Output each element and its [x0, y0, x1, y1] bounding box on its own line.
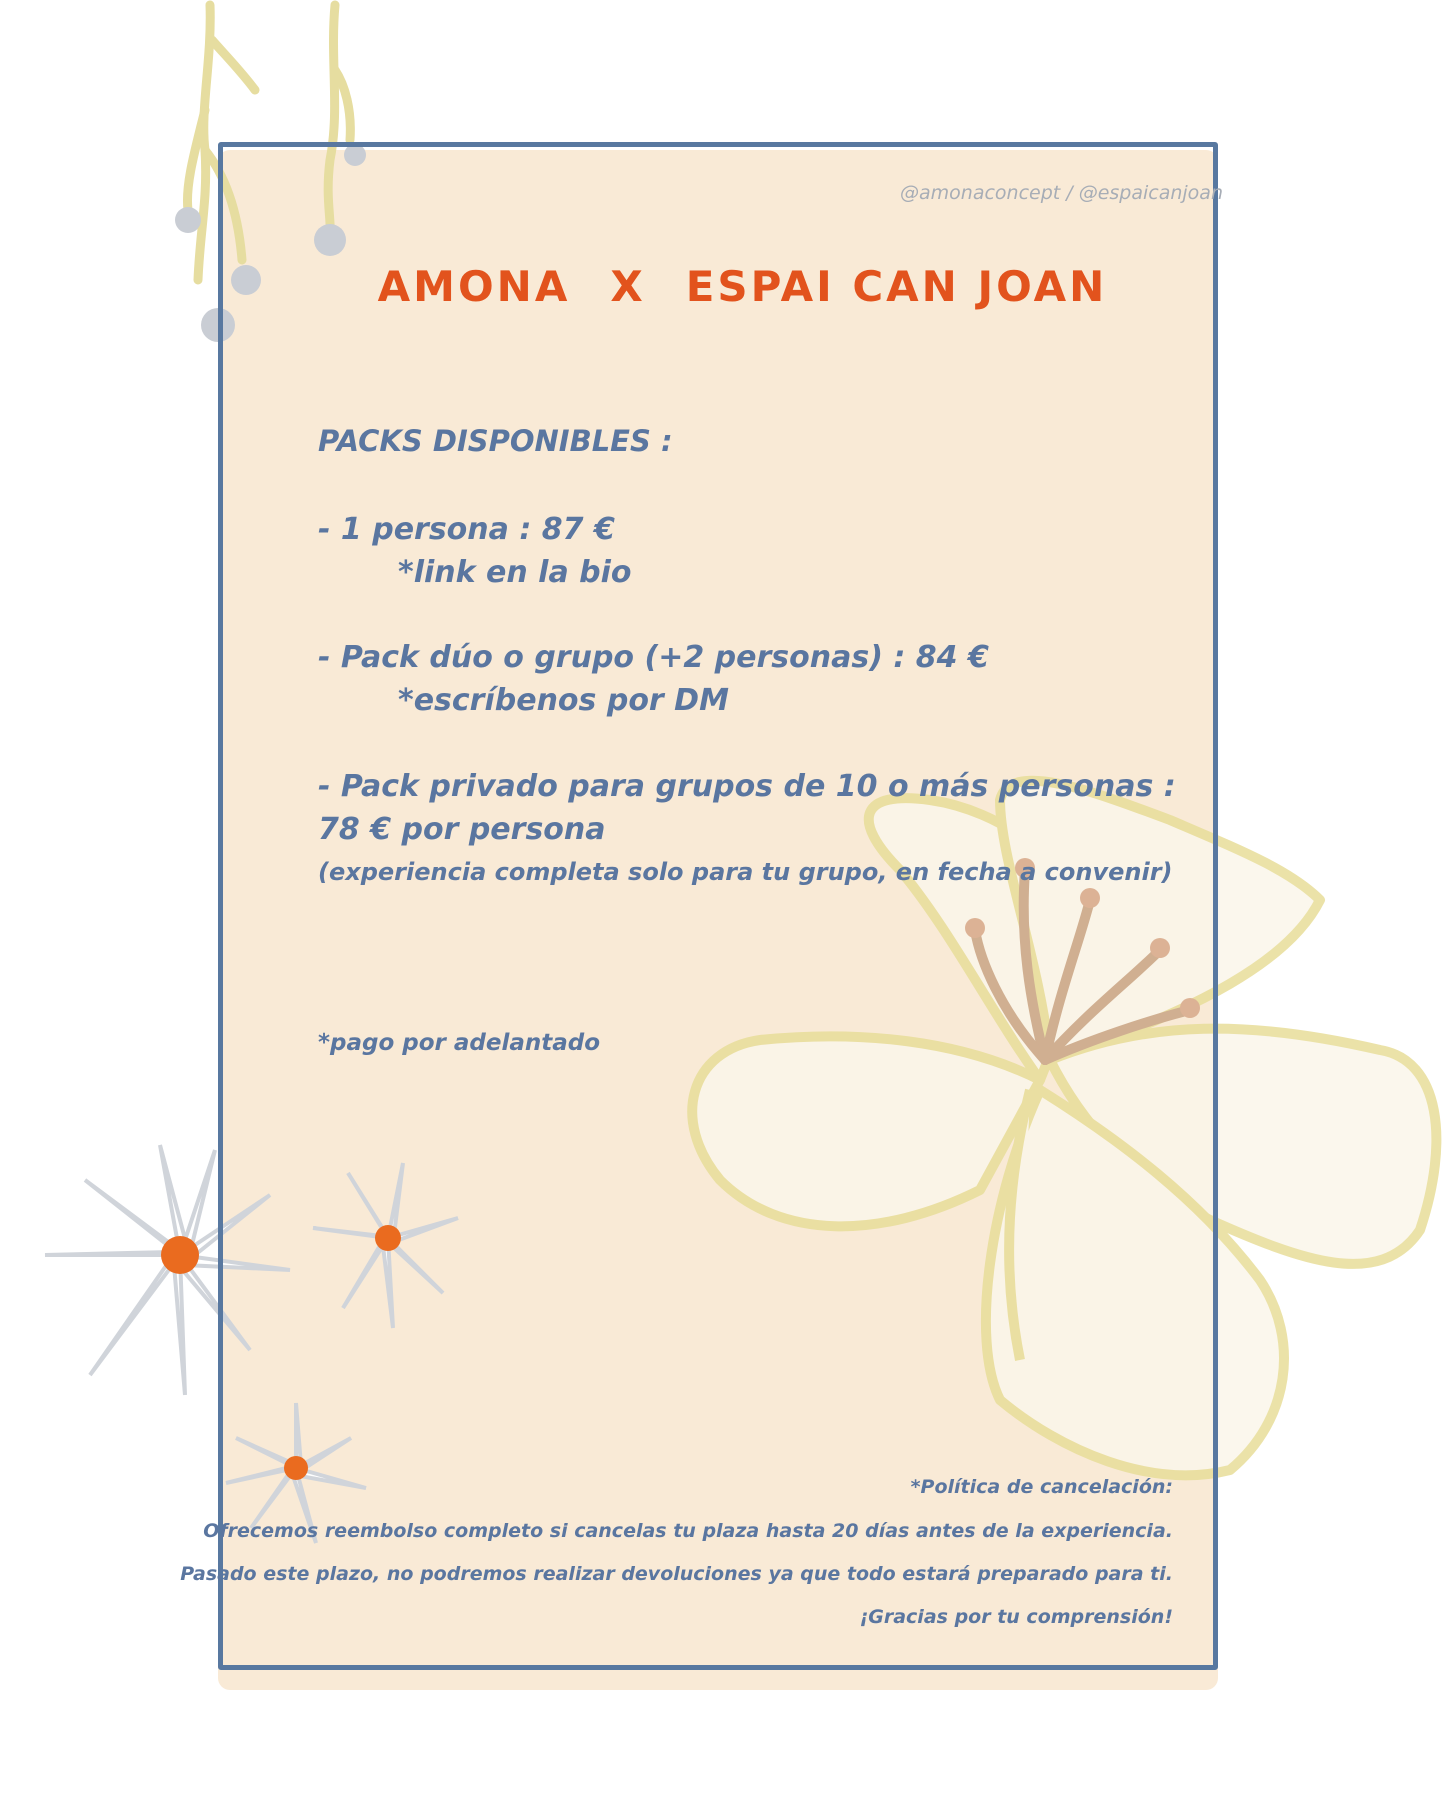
- pack-private: - Pack privado para grupos de 10 o más personas :: [318, 769, 1176, 804]
- pack-duo-note: *escríbenos por DM: [398, 683, 729, 718]
- card-frame: [218, 142, 1218, 1670]
- pack-individual: - 1 persona : 87 €: [318, 512, 615, 547]
- payment-note: *pago por adelantado: [318, 1030, 601, 1056]
- social-handles: @amonaconcept / @espaicanjoan: [900, 182, 1223, 204]
- pack-private-note: (experiencia completa solo para tu grupo, en fecha a convenir): [318, 858, 1173, 886]
- pack-duo: - Pack dúo o grupo (+2 personas) : 84 €: [318, 640, 989, 675]
- title-x: X: [610, 262, 646, 311]
- pack-private-price: 78 € por persona: [318, 812, 606, 847]
- cancellation-line-2: Pasado este plazo, no podremos realizar devoluciones ya que todo estará preparado para ti.: [180, 1563, 1173, 1585]
- title-espai-can-joan: ESPAI CAN JOAN: [685, 262, 1108, 311]
- cancellation-line-3: ¡Gracias por tu comprensión!: [859, 1606, 1173, 1628]
- cancellation-line-1: Ofrecemos reembolso completo si cancelas tu plaza hasta 20 días antes de la experiencia.: [203, 1520, 1173, 1542]
- pack-individual-note: *link en la bio: [398, 555, 632, 590]
- title-amona: AMONA: [377, 262, 571, 311]
- packs-heading: PACKS DISPONIBLES :: [318, 424, 673, 458]
- page-title: [0, 262, 1445, 311]
- cancellation-heading: *Política de cancelación:: [910, 1476, 1173, 1498]
